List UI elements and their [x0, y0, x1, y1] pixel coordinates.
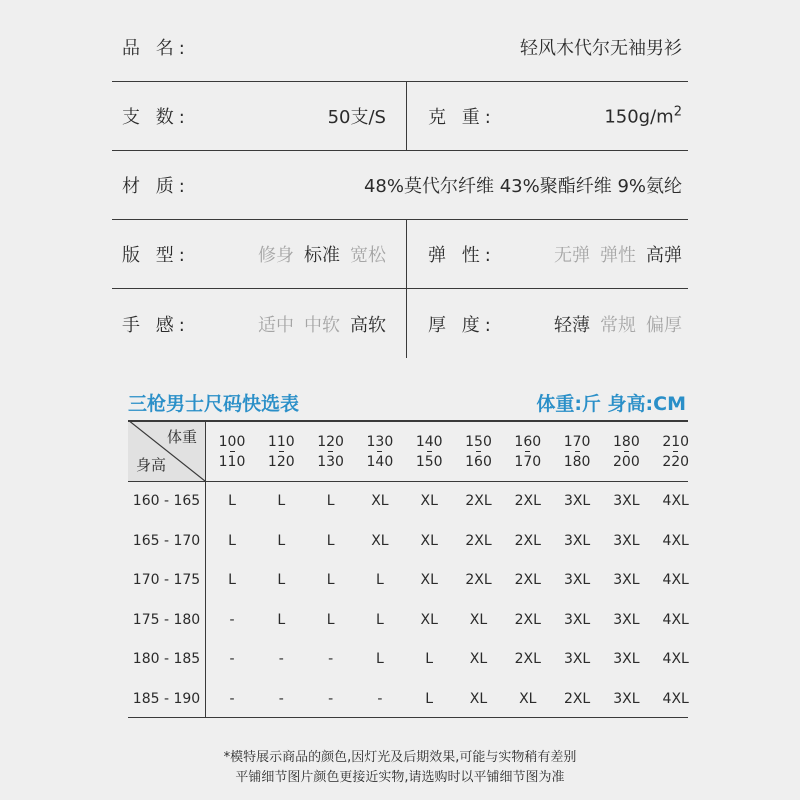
spec-row-name — [112, 12, 688, 82]
divider — [406, 82, 407, 150]
size-cell: L — [326, 572, 335, 588]
corner-weight-label: 体重 — [166, 428, 197, 446]
size-cell: - — [278, 651, 284, 667]
size-cell: 3XL — [563, 572, 591, 588]
size-cell: L — [277, 611, 286, 628]
size-cell: L — [375, 611, 384, 628]
spec-row-count-weight — [112, 82, 688, 151]
weight-from: 180 — [613, 434, 640, 450]
weight-header — [404, 432, 454, 472]
size-cell: L — [326, 611, 335, 628]
weight-to: 150 — [415, 454, 443, 470]
weight-header — [256, 432, 306, 472]
height-label: 160 - 165 — [132, 493, 201, 509]
size-cell: - — [278, 690, 284, 707]
weight-header — [207, 432, 257, 472]
spec-table — [112, 12, 688, 358]
elastic-label: 弹 性: — [428, 245, 496, 266]
elastic-option: 无弹 — [554, 245, 590, 266]
size-cell: L — [326, 532, 335, 549]
size-cell: L — [228, 572, 236, 588]
size-cell: - — [229, 611, 235, 628]
weight-to: 140 — [366, 454, 394, 470]
size-cell: 4XL — [662, 532, 689, 549]
weight-from: 170 — [563, 434, 591, 450]
note-line-2: 平铺细节图片颜色更接近实物,请选购时以平铺细节图为准 — [235, 770, 565, 785]
elastic-options — [554, 241, 682, 267]
count-label: 支 数: — [122, 107, 190, 128]
size-cell: - — [328, 690, 334, 707]
elastic-option: 弹性 — [600, 245, 636, 266]
weight-header — [454, 432, 504, 472]
size-cell: - — [377, 690, 383, 707]
height-label: 170 - 175 — [132, 572, 201, 588]
size-cell: XL — [469, 651, 488, 667]
size-cell: 2XL — [465, 572, 492, 588]
feel-options — [258, 311, 386, 337]
feel-option: 适中 — [258, 314, 294, 336]
size-cell: 4XL — [662, 690, 689, 707]
thickness-option: 常规 — [600, 314, 636, 336]
size-cell: XL — [519, 690, 537, 707]
weight-header — [306, 432, 356, 472]
weight-from: 160 — [514, 434, 542, 450]
weight-to: 170 — [514, 454, 542, 470]
size-cell: L — [228, 532, 236, 549]
size-cell: 3XL — [613, 611, 640, 628]
size-cell: 4XL — [662, 651, 689, 667]
fit-options — [258, 241, 386, 267]
weight-from: 140 — [415, 434, 443, 450]
table-bottom-border — [128, 717, 688, 718]
height-label: 165 - 170 — [132, 532, 201, 549]
weight-header — [355, 432, 405, 472]
weight-from: 120 — [317, 434, 344, 450]
size-cell: L — [277, 493, 286, 509]
fit-option: 宽松 — [350, 245, 386, 266]
size-cell: 2XL — [465, 532, 492, 549]
size-cell: XL — [420, 493, 438, 509]
thickness-label: 厚 度: — [428, 314, 496, 336]
weight-to: 110 — [218, 454, 246, 470]
size-cell: 3XL — [613, 690, 640, 707]
size-cell: 3XL — [613, 532, 640, 549]
note-line-1: *模特展示商品的颜色,因灯光及后期效果,可能与实物稍有差别 — [223, 750, 577, 765]
thickness-options — [554, 311, 682, 337]
height-label: 175 - 180 — [132, 611, 201, 628]
size-cell: 4XL — [662, 611, 689, 628]
weight-header — [651, 432, 701, 472]
weight-from: 110 — [267, 434, 295, 450]
size-cell: 3XL — [613, 651, 640, 667]
size-cell: - — [229, 651, 235, 667]
size-cell: 2XL — [514, 611, 541, 628]
corner-height-label: 身高 — [136, 456, 167, 474]
size-cell: 4XL — [662, 572, 689, 588]
weight-from: 130 — [366, 434, 394, 450]
size-cell: 3XL — [613, 572, 640, 588]
size-chart-title: 三枪男士尺码快选表 — [128, 393, 300, 415]
weight-to: 180 — [563, 454, 591, 470]
weight-value: $150g/m^2$ — [604, 104, 682, 128]
weight-header — [552, 432, 602, 472]
weight-from: 100 — [218, 434, 246, 450]
size-cell: - — [328, 651, 334, 667]
size-cell: L — [425, 651, 434, 667]
corner-header — [128, 420, 205, 481]
size-cell: - — [229, 690, 235, 707]
weight-to: 200 — [613, 454, 640, 470]
size-cell: 2XL — [563, 690, 591, 707]
weight-header — [601, 432, 651, 472]
size-cell: L — [277, 532, 286, 549]
size-cell: L — [228, 493, 236, 509]
size-cell: 3XL — [613, 493, 640, 509]
size-cell: XL — [469, 690, 488, 707]
feel-option: 高软 — [350, 314, 386, 336]
size-cell: L — [277, 572, 286, 588]
thickness-option: 偏厚 — [646, 314, 682, 336]
weight-to: 120 — [267, 454, 295, 470]
spec-row-material — [112, 151, 688, 220]
thickness-option: 轻薄 — [554, 314, 590, 336]
weight-to: 130 — [317, 454, 344, 470]
size-cell: XL — [371, 532, 389, 549]
name-label: 品 名: — [122, 37, 190, 59]
weight-to: 220 — [662, 454, 690, 470]
size-cell: L — [375, 651, 384, 667]
size-table — [128, 420, 688, 718]
column-divider — [205, 420, 206, 718]
size-cell: 2XL — [465, 493, 492, 509]
size-cell: L — [326, 493, 335, 509]
size-cell: XL — [420, 611, 438, 628]
size-cell: 3XL — [563, 611, 591, 628]
weight-from: 210 — [662, 434, 690, 450]
weight-label: 克 重: — [428, 107, 496, 128]
elastic-option: 高弹 — [646, 245, 682, 266]
divider — [406, 220, 407, 288]
size-cell: 3XL — [563, 651, 591, 667]
fit-label: 版 型: — [122, 245, 190, 266]
weight-sup: 2 — [673, 104, 682, 120]
material-value: 48%莫代尔纤维 43%聚酯纤维 9%氨纶 — [363, 176, 682, 197]
fit-option: 修身 — [258, 245, 294, 266]
size-cell: 3XL — [563, 532, 591, 549]
size-cell: XL — [371, 493, 389, 509]
size-cell: 2XL — [514, 572, 541, 588]
name-value: 轻风木代尔无袖男衫 — [520, 37, 682, 59]
feel-option: 中软 — [304, 314, 340, 336]
size-cell: 2XL — [514, 532, 541, 549]
weight-header — [503, 432, 553, 472]
size-cell: L — [425, 690, 434, 707]
feel-label: 手 感: — [122, 314, 190, 336]
size-cell: XL — [420, 572, 438, 588]
size-cell: 2XL — [514, 651, 541, 667]
header-divider — [128, 481, 688, 482]
spec-row-fit-elastic — [112, 220, 688, 289]
size-cell: 3XL — [563, 493, 591, 509]
table-top-border — [128, 420, 688, 422]
size-cell: L — [375, 572, 384, 588]
divider — [406, 289, 407, 358]
height-label: 180 - 185 — [132, 651, 201, 667]
size-chart-unit: 体重:斤 身高:CM — [536, 393, 686, 415]
size-cell: 4XL — [662, 493, 689, 509]
spec-row-feel-thickness — [112, 289, 688, 358]
size-cell: XL — [420, 532, 438, 549]
size-cell: XL — [469, 611, 488, 628]
weight-to: 160 — [465, 454, 492, 470]
fit-option: 标准 — [304, 245, 340, 266]
weight-from: 150 — [465, 434, 492, 450]
count-value: 50支/S — [327, 107, 386, 128]
size-cell: 2XL — [514, 493, 541, 509]
height-label: 185 - 190 — [132, 690, 201, 707]
material-label: 材 质: — [122, 176, 190, 197]
